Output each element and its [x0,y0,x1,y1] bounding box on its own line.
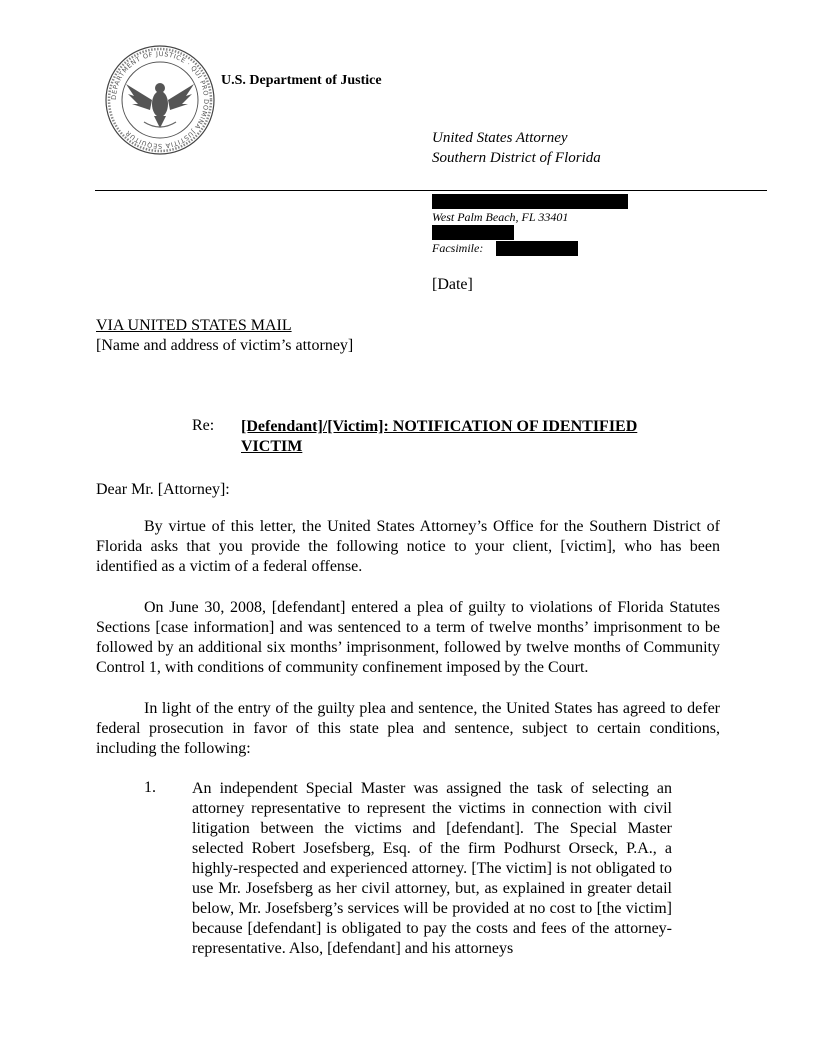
salutation: Dear Mr. [Attorney]: [96,481,230,498]
redaction-bar [432,194,628,209]
letter-date: [Date] [432,276,473,293]
subject-line: [Defendant]/[Victim]: NOTIFICATION OF IDENTIFIED VICTIM [241,418,638,455]
letterhead-divider [95,190,767,191]
body-paragraph: In light of the entry of the guilty plea and sentence, the United States has agreed to defer federal prosecution in favor of this state plea and sentence, subject to certain conditions, including the following: [96,700,720,757]
delivery-method: VIA UNITED STATES MAIL [96,317,292,334]
list-item-text: An independent Special Master was assigned the task of selecting an attorney representative to represent the victims in connection with civil litigation between the victims and [defendant]. The Special Master selected Robert Josefsberg, Esq. of the firm Podhurst Orseck, P.A., a highly-respected and experienced attorney. [The victim] is not obligated to use Mr. Josefsberg as her civil attorney, but, as explained in greater detail below, Mr. Josefsberg’s services will be provided at no cost to [the victim] because [defendant] is obligated to pay the costs and fees of the attorney-representative. Also, [defendant] and his attorneys [192,780,672,957]
redaction-bar [496,241,578,256]
office-district: Southern District of Florida [432,150,601,166]
addressee: [Name and address of victim’s attorney] [96,337,354,354]
fax-label: Facsimile: [432,241,484,255]
agency-name: U.S. Department of Justice [221,73,382,88]
city-state-zip: West Palm Beach, FL 33401 [432,210,569,224]
doj-seal [104,44,216,156]
svg-text:DEPARTMENT OF JUSTICE · QUI PR: DEPARTMENT OF JUSTICE · QUI PRO DOMINA JUSTITIA SEQUITUR [109,49,211,151]
office-block [432,128,601,168]
body-paragraph: By virtue of this letter, the United States Attorney’s Office for the Southern District of Florida asks that you provide the following notice to your client, [victim], who has been identified as a victim of a federal offense. [96,518,720,575]
fax-line [432,241,483,256]
list-item-number: 1. [144,779,156,796]
redaction-bar [432,225,514,240]
office-title: United States Attorney [432,130,568,146]
subject-label: Re: [192,417,215,434]
body-paragraph: On June 30, 2008, [defendant] entered a plea of guilty to violations of Florida Statutes Sections [case information] and was sentenced to a term of twelve months’ imprisonment to be followed by an additional six months’ imprisonment, followed by twelve months of Community Control 1, with conditions of community confinement imposed by the Court. [96,599,720,676]
